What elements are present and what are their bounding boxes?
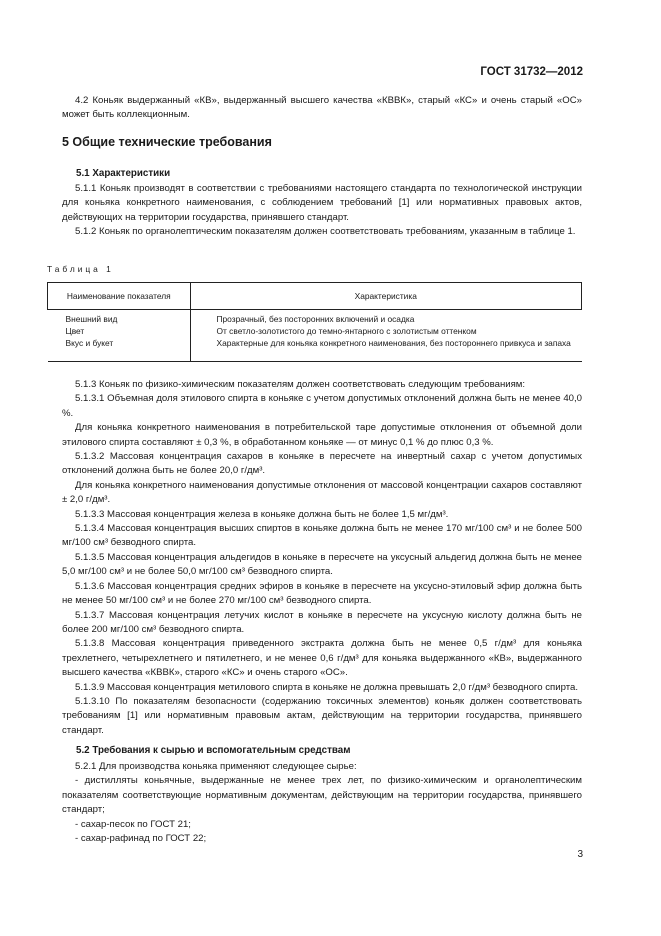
page-number: 3 (577, 849, 583, 860)
list-item: - сахар-песок по ГОСТ 21; (75, 818, 191, 830)
section-title: 5 Общие технические требования (62, 135, 272, 149)
paragraph-5-1-3-9: 5.1.3.9 Массовая концентрация метилового спирта в коньяке не должна превышать 2,0 г/дм³ безводного спирта. (75, 681, 578, 693)
paragraph-5-1-3-1: 5.1.3.1 Объемная доля этилового спирта в коньяке с учетом допустимых отклонений должна быть не менее 40,0 %. (62, 393, 582, 419)
table-caption: Таблица 1 (47, 264, 114, 274)
row-name: Вкус и букет (65, 338, 114, 348)
table-header-characteristic: Характеристика (190, 283, 582, 310)
subsection-5-2-title: 5.2 Требования к сырью и вспомогательным средствам (76, 745, 351, 756)
row-value: Характерные для коньяка конкретного наименования, без постороннего привкуса и запаха (216, 338, 571, 348)
row-name: Цвет (65, 326, 85, 336)
subsection-5-1-title: 5.1 Характеристики (76, 168, 171, 179)
table-row (48, 310, 582, 362)
paragraph-5-1-3-2: 5.1.3.2 Массовая концентрация сахаров в коньяке в пересчете на инвертный сахар с учетом допустимых отклонений должна быть не более 20,0 г/дм³. (62, 451, 582, 477)
paragraph-5-1-1: 5.1.1 Коньяк производят в соответствии с требованиями настоящего стандарта по технологической инструкции для коньяка конкретного наименования, с соблюдением требований [1] или нормативных правовых актов, действующих на территории государства, принявшего стандарт. (62, 183, 582, 223)
list-item: - дистилляты коньячные, выдержанные не менее трех лет, по физико-химическим и органолептическим показателям соответствующие нормативным документам, действующим на территории государства, принявшего стандарт; (62, 775, 582, 816)
paragraph-5-1-3-7: 5.1.3.7 Массовая концентрация летучих кислот в коньяке в пересчете на уксусную кислоту должна быть не более 200 мг/100 см³ безводного спирта. (62, 609, 582, 635)
list-item: - сахар-рафинад по ГОСТ 22; (75, 833, 207, 845)
table-header-name: Наименование показателя (48, 283, 191, 310)
standard-header: ГОСТ 31732—2012 (480, 66, 583, 78)
paragraph-5-1-2: 5.1.2 Коньяк по органолептическим показателям должен соответствовать требованиям, указанным в таблице 1. (75, 226, 576, 238)
paragraph-5-1-3-6: 5.1.3.6 Массовая концентрация средних эфиров в коньяке в пересчете на уксусно-этиловый эфир должна быть не менее 50 мг/100 см³ и не более 270 мг/100 см³ безводного спирта. (62, 580, 582, 607)
paragraph-5-1-3-8: 5.1.3.8 Массовая концентрация приведенного экстракта должна быть не менее 0,5 г/дм³ для коньяка трехлетнего, четырехлетнего и пятилетнего, и не менее 0,6 г/дм³ для коньяка выдержанного «КВ», выдержанного высшего качества «КВВК», старого «КС» и очень старого «ОС». (62, 638, 582, 679)
row-value: От светло-золотистого до темно-янтарного с золотистым оттенком (216, 326, 477, 336)
paragraph-5-1-3-10: 5.1.3.10 По показателям безопасности (содержанию токсичных элементов) коньяк должен соответствовать требованиям [1] или нормативным правовым актам, действующим на территории государства, принявшего стандарт. (62, 695, 582, 736)
paragraph-5-2-1: 5.2.1 Для производства коньяка применяют следующее сырье: (75, 761, 357, 772)
paragraph-5-1-3-2-b: Для коньяка конкретного наименования допустимые отклонения от массовой концентрации сахаров составляют ± 2,0 г/дм³. (62, 479, 582, 506)
paragraph-5-1-3-3: 5.1.3.3 Массовая концентрация железа в коньяке должна быть не более 1,5 мг/дм³. (75, 508, 449, 520)
paragraph-4-2: 4.2 Коньяк выдержанный «КВ», выдержанный высшего качества «КВВК», старый «КС» и очень старый «ОС» может быть коллекционным. (62, 95, 582, 121)
paragraph-5-1-3: 5.1.3 Коньяк по физико-химическим показателям должен соответствовать следующим требованиям: (75, 379, 526, 390)
row-name: Внешний вид (65, 314, 118, 324)
paragraph-5-1-3-4: 5.1.3.4 Массовая концентрация высших спиртов в коньяке должна быть не менее 170 мг/100 см³ и не более 500 мг/100 см³ безводного спирта. (62, 523, 582, 549)
paragraphs-5-1-3 (62, 378, 582, 738)
paragraphs-5-1 (62, 182, 582, 240)
paragraph-5-1-3-1-b: Для коньяка конкретного наименования в потребительской таре допустимые отклонения от объемной доли этилового спирта составляют ± 0,3 %, в обработанном коньяке — от минус 0,1 % до плюс 0,3 %. (62, 422, 582, 448)
table-1 (47, 282, 582, 362)
paragraph-5-1-3-5: 5.1.3.5 Массовая концентрация альдегидов в коньяке в пересчете на уксусный альдегид должна быть не менее 5,0 мг/100 см³ и не более 50,0 мг/100 см³ безводного спирта. (62, 551, 582, 578)
row-value: Прозрачный, без посторонних включений и осадка (216, 314, 415, 324)
paragraphs-5-2 (62, 760, 582, 846)
